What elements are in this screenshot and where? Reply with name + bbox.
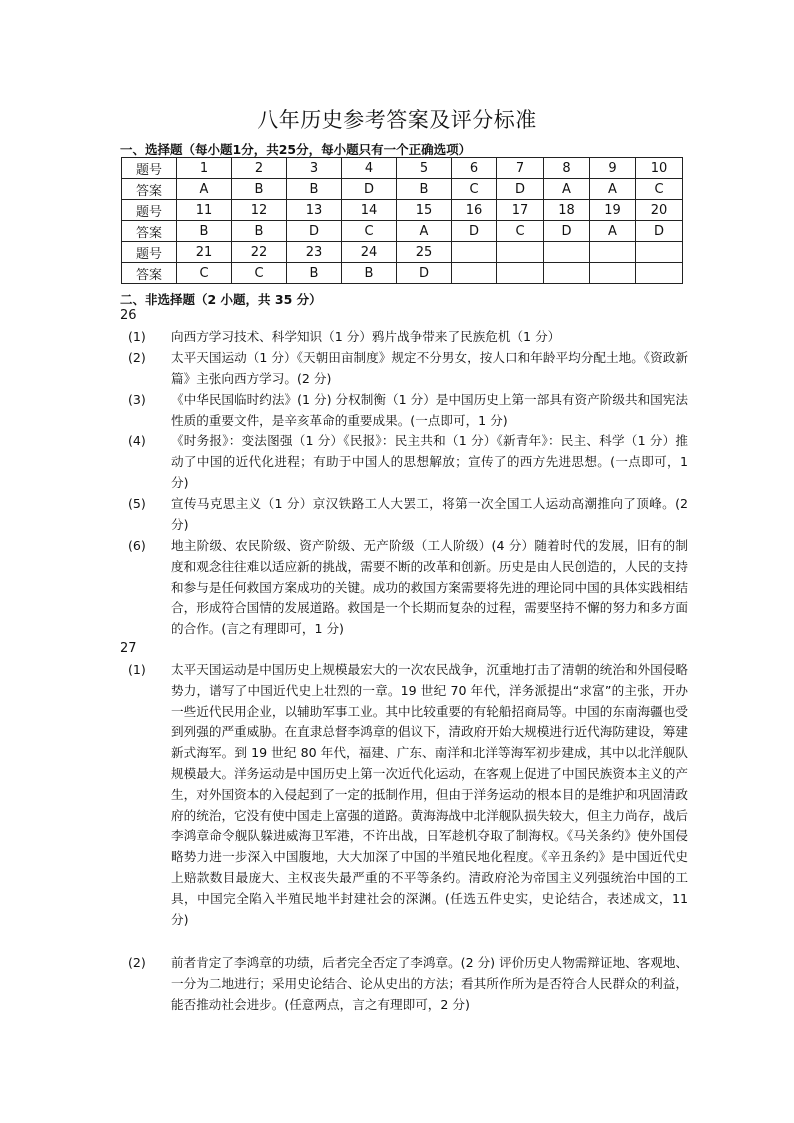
table-row bbox=[122, 200, 683, 221]
item-text: 前者肯定了李鸿章的功绩，后者完全否定了李鸿章。(2 分) 评价历史人物需辩证地、客观地、一分为二地进行；采用史论结合、论从史出的方法；看其所作所为是否符合人民群众的利益，能否推动社会进步。(任意两点，言之有理即可，2 分) bbox=[171, 955, 689, 1012]
item-number: (1) bbox=[128, 662, 146, 677]
table-cell: D bbox=[497, 179, 544, 200]
table-cell: 12 bbox=[232, 200, 287, 221]
table-cell: 20 bbox=[636, 200, 683, 221]
table-cell: A bbox=[177, 179, 232, 200]
table-cell bbox=[590, 263, 636, 284]
item-text: 太平天国运动（1 分）《天朝田亩制度》规定不分男女，按人口和年龄平均分配土地。《资政新篇》主张向西方学习。(2 分) bbox=[171, 350, 688, 386]
table-cell bbox=[636, 242, 683, 263]
table-cell: 21 bbox=[177, 242, 232, 263]
item-text: 太平天国运动是中国历史上规模最宏大的一次农民战争，沉重地打击了清朝的统治和外国侵略势力，谱写了中国近代史上壮烈的一章。19 世纪 70 年代，洋务派提出“求富”的主张，开办一些近代民用企业，以辅助军事工业。其中比较重要的有轮船招商局等。中国的东南海疆也受到列强的严重威胁。在直隶总督李鸿章的倡议下，清政府开始大规模进行近代海防建设，筹建新式海军。到 19 世纪 80 年代，福建、广东、南洋和北洋等海军初步建成，其中以北洋舰队规模最大。洋务运动是中国历史上第一次近代化运动，在客观上促进了中国民族资本主义的产生，对外国资本的入侵起到了一定的抵制作用，但由于洋务运动的根本目的是维护和巩固清政府的统治，它没有使中国走上富强的道路。黄海海战中北洋舰队损失较大，但主力尚存，战后李鸿章命令舰队躲进威海卫军港，不许出战，日军趁机夺取了制海权。《马关条约》使外国侵略势力进一步深入中国腹地，大大加深了中国的半殖民地化程度。《辛丑条约》是中国近代史上赔款数目最庞大、主权丧失最严重的不平等条约。清政府沦为帝国主义列强统治中国的工具，中国完全陷入半殖民地半封建社会的深渊。(任选五件史实，史论结合，表述成文，11 分) bbox=[171, 662, 688, 927]
table-cell: B bbox=[177, 221, 232, 242]
table-cell bbox=[452, 263, 497, 284]
table-cell: 4 bbox=[342, 158, 397, 179]
item-text: 《中华民国临时约法》(1 分) 分权制衡（1 分）是中国历史上第一部具有资产阶级共和国宪法性质的重要文件，是辛亥革命的重要成果。(一点即可，1 分) bbox=[171, 392, 688, 428]
table-cell: 25 bbox=[397, 242, 452, 263]
table-cell: 19 bbox=[590, 200, 636, 221]
table-row bbox=[122, 221, 683, 242]
row-label: 答案 bbox=[122, 221, 177, 242]
table-cell: 6 bbox=[452, 158, 497, 179]
table-cell: A bbox=[590, 179, 636, 200]
table-cell: B bbox=[287, 263, 342, 284]
table-cell: B bbox=[397, 179, 452, 200]
table-cell: B bbox=[232, 221, 287, 242]
table-cell: 14 bbox=[342, 200, 397, 221]
item-text: 向西方学习技术、科学知识（1 分）鸦片战争带来了民族危机（1 分） bbox=[171, 329, 561, 344]
table-cell: C bbox=[497, 221, 544, 242]
table-cell: C bbox=[636, 179, 683, 200]
table-cell: B bbox=[342, 263, 397, 284]
item-number: (2) bbox=[128, 955, 146, 970]
table-cell: 3 bbox=[287, 158, 342, 179]
table-cell: 18 bbox=[544, 200, 590, 221]
table-cell: 16 bbox=[452, 200, 497, 221]
page-title: 八年历史参考答案及评分标准 bbox=[257, 108, 537, 132]
table-cell: D bbox=[544, 221, 590, 242]
table-cell: 7 bbox=[497, 158, 544, 179]
table-cell: D bbox=[397, 263, 452, 284]
table-cell bbox=[497, 242, 544, 263]
q26-item-5 bbox=[128, 494, 688, 536]
table-cell: D bbox=[452, 221, 497, 242]
table-cell bbox=[497, 263, 544, 284]
table-cell: C bbox=[177, 263, 232, 284]
q26-item-3 bbox=[128, 390, 688, 432]
table-row bbox=[122, 242, 683, 263]
table-row bbox=[122, 263, 683, 284]
table-cell bbox=[452, 242, 497, 263]
q27-item-1 bbox=[128, 660, 688, 930]
question-27-number: 27 bbox=[120, 641, 137, 656]
table-cell: 13 bbox=[287, 200, 342, 221]
table-cell: D bbox=[342, 179, 397, 200]
table-row bbox=[122, 158, 683, 179]
table-cell: 1 bbox=[177, 158, 232, 179]
row-label: 答案 bbox=[122, 263, 177, 284]
table-cell bbox=[544, 263, 590, 284]
row-label: 题号 bbox=[122, 158, 177, 179]
item-number: (2) bbox=[128, 350, 146, 365]
table-cell: B bbox=[287, 179, 342, 200]
table-cell: 5 bbox=[397, 158, 452, 179]
table-cell: A bbox=[544, 179, 590, 200]
item-number: (5) bbox=[128, 496, 146, 511]
table-cell: A bbox=[397, 221, 452, 242]
table-cell: 22 bbox=[232, 242, 287, 263]
table-cell: 15 bbox=[397, 200, 452, 221]
table-cell: B bbox=[232, 179, 287, 200]
q26-item-4 bbox=[128, 431, 688, 493]
table-cell: 17 bbox=[497, 200, 544, 221]
item-text: 地主阶级、农民阶级、资产阶级、无产阶级（工人阶级）(4 分）随着时代的发展，旧有的制度和观念往往难以适应新的挑战，需要不断的改革和创新。历史是由人民创造的，人民的支持和参与是任何救国方案成功的关键。成功的救国方案需要将先进的理论同中国的具体实践相结合，形成符合国情的发展道路。救国是一个长期而复杂的过程，需要坚持不懈的努力和多方面的合作。(言之有理即可，1 分) bbox=[171, 538, 688, 637]
table-cell: 2 bbox=[232, 158, 287, 179]
table-cell: 23 bbox=[287, 242, 342, 263]
item-number: (6) bbox=[128, 538, 146, 553]
table-cell: D bbox=[287, 221, 342, 242]
table-cell: 8 bbox=[544, 158, 590, 179]
row-label: 答案 bbox=[122, 179, 177, 200]
item-number: (3) bbox=[128, 392, 146, 407]
table-cell bbox=[636, 263, 683, 284]
section-1-heading: 一、选择题（每小题1分，共25分，每小题只有一个正确选项） bbox=[120, 142, 472, 157]
table-cell: 10 bbox=[636, 158, 683, 179]
q26-item-1 bbox=[128, 327, 688, 348]
table-cell bbox=[590, 242, 636, 263]
table-cell: 24 bbox=[342, 242, 397, 263]
table-cell: 9 bbox=[590, 158, 636, 179]
q26-item-6 bbox=[128, 536, 688, 640]
item-text: 宣传马克思主义（1 分）京汉铁路工人大罢工，将第一次全国工人运动高潮推向了顶峰。(2 分) bbox=[171, 496, 688, 532]
q26-item-2 bbox=[128, 348, 688, 390]
item-number: (4) bbox=[128, 433, 146, 448]
table-cell: C bbox=[452, 179, 497, 200]
item-number: (1) bbox=[128, 329, 146, 344]
table-cell: A bbox=[590, 221, 636, 242]
row-label: 题号 bbox=[122, 200, 177, 221]
question-26-number: 26 bbox=[120, 308, 137, 323]
row-label: 题号 bbox=[122, 242, 177, 263]
section-2-heading: 二、非选择题（2 小题，共 35 分） bbox=[120, 292, 322, 307]
table-cell: C bbox=[342, 221, 397, 242]
item-text: 《时务报》：变法图强（1 分）《民报》：民主共和（1 分）《新青年》：民主、科学（1 分）推动了中国的近代化进程；有助于中国人的思想解放；宣传了的西方先进思想。(一点即可，1 分) bbox=[171, 433, 688, 490]
q27-item-2 bbox=[128, 953, 688, 1015]
table-cell bbox=[544, 242, 590, 263]
table-cell: 11 bbox=[177, 200, 232, 221]
table-row bbox=[122, 179, 683, 200]
table-cell: C bbox=[232, 263, 287, 284]
answer-table bbox=[121, 157, 683, 284]
table-cell: D bbox=[636, 221, 683, 242]
